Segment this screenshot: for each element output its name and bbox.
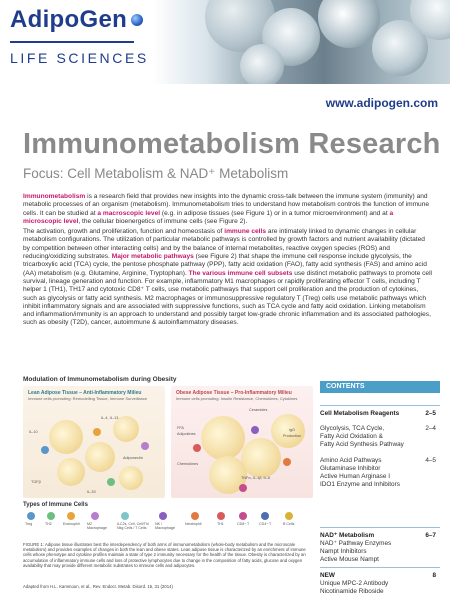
obese-label: Ceramides <box>249 408 268 412</box>
term-immunometabolism: Immunometabolism <box>23 193 86 200</box>
entry-line: Glycolysis, TCA Cycle, <box>320 425 385 432</box>
section-title-text: NAD⁺ Metabolism <box>320 532 375 539</box>
figure-1 <box>23 376 313 594</box>
logo-name: AdipoGen <box>10 6 128 33</box>
contents-header: CONTENTS <box>320 381 440 393</box>
cell-type-label: M2 Macrophage <box>87 522 107 530</box>
cell-type-label: Eosinophil <box>63 522 80 526</box>
figure-caption: FIGURE 1: Adipose tissue illustrates best the interdependency of both arms of immunometabolism (whole-body metabolism and the microscale metabolism) and provides examples of changes in both the lean and obese states. Lean adipose tissue is characterized by an enrichment of immune cells whose phenotype and cytokine profiles maintain a state of type 2 immunity necessary for the health of the tissue. Obesity is characterized by an accumulation of inflammatory immune cells and loss of protective lymphocytes due to change in the composition of fatty acids, glucose and oxygen availability that may provide different metabolic substrates to immune cells and adipocytes. <box>23 542 306 568</box>
immune-cell-types-title: Types of Immune Cells <box>23 502 88 508</box>
page-subtitle: Focus: Cell Metabolism & NAD⁺ Metabolism <box>23 166 289 181</box>
immune-cell-legend <box>25 512 311 538</box>
section-title-text: Cell Metabolism Reagents <box>320 410 400 417</box>
adipocyte <box>119 466 143 490</box>
obese-label: Chemokines <box>177 462 199 466</box>
contents-section-title <box>320 532 440 540</box>
contents-entry-line[interactable]: Unique MPC-2 Antibody <box>320 580 389 587</box>
text-run: The activation, growth and proliferation, function and homeostasis of <box>23 228 225 236</box>
lean-label: IL-33 <box>87 490 96 494</box>
neutrophil-icon <box>191 512 199 520</box>
obese-label: TNFα, IL-1β, IL-6 <box>241 476 271 480</box>
contents-section-title <box>320 572 440 580</box>
intro-paragraph-2 <box>23 228 433 328</box>
page-title: Immunometabolism Research <box>23 128 441 160</box>
contents-entry-line: Active Human Arginase I <box>320 473 390 480</box>
cell-type-label: Treg <box>25 522 33 526</box>
text-run: , the cellular bioenergetics of immune cells (see Figure 2). <box>78 217 248 225</box>
contents-section-cell-metabolism[interactable] <box>320 410 440 489</box>
contents-entry[interactable] <box>320 425 440 433</box>
adipogen-logo[interactable] <box>10 6 170 76</box>
cell-type-label: CD4⁺ T <box>259 522 272 526</box>
contents-entry-line: Fatty Acid Synthesis Pathway <box>320 441 404 448</box>
contents-divider <box>320 405 440 406</box>
cell-type-label: ILC2s, Cell, Cell/Th/ Nkg Cells / T Cells <box>117 522 149 530</box>
cell-type-label: TH1 <box>217 522 224 526</box>
obese-panel <box>171 386 313 498</box>
lean-label: IL-4, IL-13 <box>101 416 119 420</box>
cell-image <box>318 0 380 48</box>
immune-cell-icon <box>251 426 259 434</box>
term-macroscopic: a macroscopic level <box>97 209 161 217</box>
page-number: 2–4 <box>425 425 436 432</box>
obese-label: FFA <box>177 426 184 430</box>
adipocyte <box>57 458 85 486</box>
adipocyte <box>201 416 245 460</box>
contents-entry-line[interactable]: Nicotinamide Riboside <box>320 588 384 595</box>
contents-entry-line[interactable]: Active Mouse Nampt <box>320 556 379 563</box>
obese-panel-heading: Obese Adipose Tissue – Pro-Inflammatory Milieu <box>176 390 292 396</box>
immune-cell-icon <box>141 442 149 450</box>
contents-section-nad[interactable] <box>320 532 440 564</box>
figure-source: Adapted from H.L. Kammoun, et al., Rev. Endocr. Metab. Disord. 15, 31 (2014) <box>23 584 173 589</box>
lean-label: Adiponectin <box>123 456 143 460</box>
text-run: (e.g. in adipose tissues (see Figure 1) or in a tumor microenvironment) and at <box>160 209 390 217</box>
adipocyte <box>241 438 281 478</box>
contents-entry-line[interactable]: NAD⁺ Pathway Enzymes <box>320 540 392 547</box>
logo-tagline: LIFE SCIENCES <box>10 50 149 66</box>
intro-paragraph-1 <box>23 193 433 226</box>
immune-cell-icon <box>107 478 115 486</box>
contents-entry-line: IDO1 Enzyme and Inhibitors <box>320 481 400 488</box>
contents-entry-line: Glutaminase Inhibitor <box>320 465 381 472</box>
lean-panel <box>23 386 165 498</box>
contents-divider <box>320 527 440 528</box>
lean-panel-subheading: Immune cells promoting: Remodelling Tissue, Immune Surveillance <box>28 396 148 401</box>
term-immune-cells: immune cells <box>224 228 267 236</box>
obese-label: IgG <box>289 428 296 432</box>
page-number: 2–5 <box>425 410 436 417</box>
contents-divider <box>320 567 440 568</box>
treg-icon <box>27 512 35 520</box>
logo-dot-icon <box>131 14 143 26</box>
m2-macrophage-icon <box>91 512 99 520</box>
intro-text <box>23 193 433 330</box>
obese-label: Production <box>283 434 302 438</box>
text-run: is a research field that provides new insights into the dynamic cross-talk between the immune system (immunity) and metabolic processes of an organism (metabolism). Immunometabolism tries to understand how metabolism controls the function of immune cells. It can be studied at <box>23 193 430 217</box>
adipocyte <box>49 420 83 454</box>
obese-label: Adipokines <box>177 432 196 436</box>
header-banner <box>0 0 450 84</box>
th2-icon <box>47 512 55 520</box>
figure-title: Modulation of Immunometabolism during Obesity <box>23 376 177 383</box>
m1-macrophage-icon <box>159 512 167 520</box>
contents-section-new[interactable] <box>320 572 440 596</box>
cd8-t-icon <box>239 512 247 520</box>
contents-box <box>320 381 440 594</box>
website-link[interactable]: www.adipogen.com <box>325 96 438 110</box>
contents-entry[interactable] <box>320 457 440 465</box>
text-run: are intimately linked to dynamic changes in cellular metabolism configurations. The utilization of particular metabolic pathways is controlled by growth factors and nutrient availability (dictated by competition between other interacting cells) and by the balance of internal metabolites, reactive oxygen species (ROS) and reducing/oxidizing substrates. <box>23 228 425 261</box>
immune-cell-icon <box>283 458 291 466</box>
contents-entry-line[interactable]: Nampt Inhibitors <box>320 548 367 555</box>
adipocyte <box>271 414 305 448</box>
page-number: 8 <box>432 572 436 579</box>
cell-type-label: Neutrophil <box>185 522 202 526</box>
adipocyte <box>85 442 115 472</box>
page-number: 6–7 <box>425 532 436 539</box>
entry-line: Amino Acid Pathways <box>320 457 382 464</box>
section-title-text: NEW <box>320 572 335 579</box>
cd4-t-icon <box>261 512 269 520</box>
immune-cell-icon <box>239 484 247 492</box>
text-run: (see Figure 2) that shape the immune cell response include glycolysis, the tricarboxylic acid (TCA) cycle, the pentose phosphate pathway (PPP), fatty acid oxidation (FAO), fatty acid synthesis (FAS) and amino acid (AA) metabolism (e.g. Glutamine, Arginine, Tryptophan). <box>23 253 427 277</box>
cell-image <box>240 44 284 84</box>
contents-section-title <box>320 410 440 418</box>
lean-label: IL-10 <box>29 430 38 434</box>
text-run: use distinct metabolic pathways to promote cell survival, lineage generation and function. For example, inflammatory M1 macrophages or rapidly proliferating effector T cells, including T helper 1 (TH1), TH17 and cytotoxic CD8⁺ T cells, use metabolic pathways that support cell proliferation and the production of cytokines, such as glycolysis or fatty acid synthesis. M2 macrophages or immunosuppressive regulatory T (Treg) cells use metabolic pathways which inhibit inflammatory signals and are associated with suppressive functions, such as TCA cycle and fatty acid oxidation. Linking metabolism and inflammation/immunity is an approach to understand and possibly target low-grade chronic inflammation and its associated pathologies, such as obesity (T2D), cancer, autoimmune & autoinflammatory diseases. <box>23 269 433 327</box>
cell-type-label: TH2 <box>45 522 52 526</box>
eosinophil-icon <box>67 512 75 520</box>
cell-type-label: B Cells <box>283 522 295 526</box>
term-metabolic-pathways: Major metabolic pathways <box>111 253 194 261</box>
cell-type-label: CD8⁺ T <box>237 522 250 526</box>
obese-panel-subheading: Immune cells promoting: Insulin Resistance, Chemokines, Cytokines <box>176 396 298 401</box>
ilc2-icon <box>121 512 129 520</box>
th1-icon <box>217 512 225 520</box>
immune-cell-icon <box>93 428 101 436</box>
immune-cell-icon <box>41 446 49 454</box>
b-cell-icon <box>285 512 293 520</box>
cell-type-label: NK / Macrophage <box>155 522 175 530</box>
lean-panel-heading: Lean Adipose Tissue – Anti-Inflammatory Milieu <box>28 390 142 396</box>
logo-underline <box>10 41 134 43</box>
lean-label: TGFβ <box>31 480 41 484</box>
term-immune-subsets: The various immune cell subsets <box>188 269 293 277</box>
contents-entry-line: Fatty Acid Oxidation & <box>320 433 383 440</box>
page-number: 4–5 <box>425 457 436 464</box>
term-microscopic: a microscopic level <box>23 209 394 225</box>
immune-cell-icon <box>193 444 201 452</box>
